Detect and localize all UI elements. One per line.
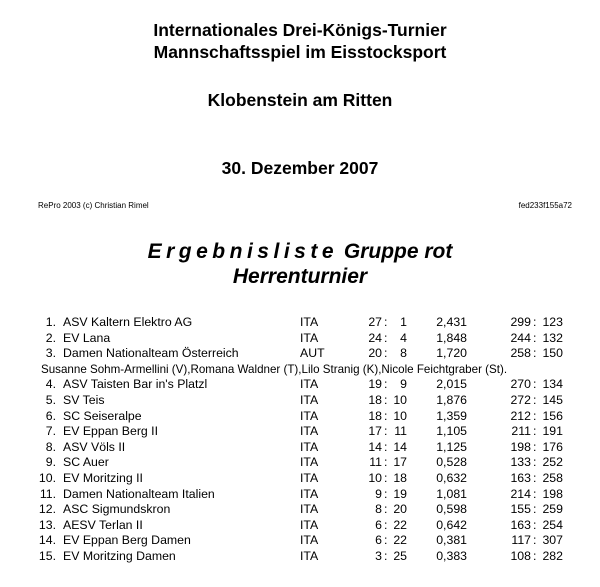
score-against: 123 xyxy=(542,315,563,329)
score-against: 176 xyxy=(542,439,563,454)
nation: ITA xyxy=(300,533,319,548)
rank: 3. xyxy=(45,346,56,361)
score-separator: : xyxy=(533,455,537,470)
points-lost: 20 xyxy=(393,502,407,517)
score-against: 259 xyxy=(542,502,563,517)
points-lost: 22 xyxy=(393,533,407,548)
score-for: 270 xyxy=(510,377,531,392)
points-separator: : xyxy=(384,517,388,532)
table-row xyxy=(0,315,600,331)
team-name: EV Eppan Berg II xyxy=(63,424,159,439)
quotient: 1,876 xyxy=(436,392,467,407)
score-separator: : xyxy=(533,424,537,439)
score-against: 132 xyxy=(542,330,563,345)
points-won: 24 xyxy=(368,330,382,345)
software-credit: RePro 2003 (c) Christian Rimel xyxy=(38,201,149,210)
nation: AUT xyxy=(300,346,325,361)
rank: 15. xyxy=(38,548,56,563)
table-row xyxy=(0,377,600,393)
quotient: 1,105 xyxy=(436,424,467,439)
points-lost: 25 xyxy=(393,548,407,563)
points-lost: 10 xyxy=(393,392,407,407)
rank: 6. xyxy=(45,408,56,423)
points-separator: : xyxy=(384,470,388,485)
score-for: 108 xyxy=(510,548,531,563)
score-separator: : xyxy=(533,408,537,423)
quotient: 1,081 xyxy=(436,486,467,501)
points-separator: : xyxy=(384,377,388,392)
score-for: 163 xyxy=(510,470,531,485)
nation: ITA xyxy=(300,439,319,454)
points-won: 17 xyxy=(368,424,382,439)
team-name: ASC Sigmundskron xyxy=(63,502,171,517)
quotient: 0,598 xyxy=(436,502,467,517)
team-name: Damen Nationalteam Italien xyxy=(63,486,215,501)
table-row xyxy=(0,409,600,425)
team-name: Damen Nationalteam Österreich xyxy=(63,346,239,361)
points-separator: : xyxy=(384,455,388,470)
points-separator: : xyxy=(384,502,388,517)
score-separator: : xyxy=(533,330,537,345)
table-row xyxy=(0,533,600,549)
table-row xyxy=(0,331,600,347)
rank: 9. xyxy=(45,455,56,470)
table-row xyxy=(0,346,600,362)
points-separator: : xyxy=(384,408,388,423)
nation: ITA xyxy=(300,408,319,423)
points-lost: 4 xyxy=(400,330,407,345)
points-won: 19 xyxy=(368,377,382,392)
points-won: 18 xyxy=(368,392,382,407)
score-for: 299 xyxy=(510,315,531,329)
score-separator: : xyxy=(533,502,537,517)
team-name: SV Teis xyxy=(63,392,105,407)
points-separator: : xyxy=(384,392,388,407)
points-separator: : xyxy=(384,533,388,548)
points-lost: 11 xyxy=(394,424,407,439)
nation: ITA xyxy=(300,517,319,532)
points-separator: : xyxy=(384,424,388,439)
score-separator: : xyxy=(533,377,537,392)
points-lost: 1 xyxy=(400,315,407,329)
rank: 5. xyxy=(45,392,56,407)
nation: ITA xyxy=(300,548,319,563)
score-separator: : xyxy=(533,533,537,548)
score-separator: : xyxy=(533,315,537,329)
points-won: 8 xyxy=(375,502,382,517)
score-for: 155 xyxy=(510,502,531,517)
points-won: 20 xyxy=(368,346,382,361)
table-row xyxy=(0,471,600,487)
points-won: 3 xyxy=(375,548,382,563)
team-name: ASV Völs II xyxy=(63,439,126,454)
points-lost: 19 xyxy=(393,486,407,501)
points-separator: : xyxy=(384,548,388,563)
score-for: 258 xyxy=(510,346,531,361)
quotient: 1,125 xyxy=(436,439,467,454)
nation: ITA xyxy=(300,424,319,439)
score-for: 272 xyxy=(510,392,531,407)
score-separator: : xyxy=(533,548,537,563)
quotient: 1,848 xyxy=(436,330,467,345)
team-name: EV Eppan Berg Damen xyxy=(63,533,191,548)
team-name: EV Lana xyxy=(63,330,111,345)
score-separator: : xyxy=(533,346,537,361)
rank: 2. xyxy=(45,330,56,345)
nation: ITA xyxy=(300,455,319,470)
rank: 14. xyxy=(38,533,56,548)
nation: ITA xyxy=(300,315,319,329)
score-against: 198 xyxy=(542,486,563,501)
nation: ITA xyxy=(300,486,319,501)
rank: 12. xyxy=(38,502,56,517)
location-heading: Klobenstein am Ritten xyxy=(207,90,393,110)
nation: ITA xyxy=(300,377,319,392)
points-lost: 18 xyxy=(393,470,407,485)
quotient: 0,381 xyxy=(436,533,467,548)
team-name: ASV Kaltern Elektro AG xyxy=(63,315,193,329)
nation: ITA xyxy=(300,392,319,407)
table-row xyxy=(0,487,600,503)
points-lost: 9 xyxy=(400,377,407,392)
score-separator: : xyxy=(533,470,537,485)
team-name: EV Moritzing Damen xyxy=(63,548,176,563)
title-line-2: Mannschaftsspiel im Eisstocksport xyxy=(153,42,447,62)
rank: 1. xyxy=(45,315,56,329)
quotient: 0,383 xyxy=(436,548,467,563)
quotient: 1,720 xyxy=(436,346,467,361)
points-won: 10 xyxy=(368,470,382,485)
team-name: SC Seiseralpe xyxy=(63,408,142,423)
results-group: Gruppe rot xyxy=(343,240,453,263)
table-row xyxy=(0,549,600,565)
points-separator: : xyxy=(384,330,388,345)
quotient: 0,642 xyxy=(436,517,467,532)
score-against: 145 xyxy=(542,392,563,407)
score-separator: : xyxy=(533,517,537,532)
table-row xyxy=(0,424,600,440)
score-against: 156 xyxy=(542,408,563,423)
points-lost: 17 xyxy=(393,455,407,470)
rank: 7. xyxy=(45,424,56,439)
points-won: 27 xyxy=(368,315,382,329)
points-won: 11 xyxy=(369,455,382,470)
rank: 11. xyxy=(39,486,56,501)
points-separator: : xyxy=(384,315,388,329)
score-separator: : xyxy=(533,392,537,407)
results-table xyxy=(0,315,600,565)
score-separator: : xyxy=(533,486,537,501)
team-name: EV Moritzing II xyxy=(63,470,143,485)
player-list: Susanne Sohm-Armellini (V),Romana Waldner (T),Lilo Stranig (K),Nicole Feichtgraber (St). xyxy=(41,362,508,376)
score-for: 198 xyxy=(510,439,531,454)
results-subtitle: Herrenturnier xyxy=(232,265,368,288)
results-title xyxy=(0,240,600,264)
points-separator: : xyxy=(384,346,388,361)
points-separator: : xyxy=(384,439,388,454)
score-for: 211 xyxy=(511,424,531,439)
score-for: 244 xyxy=(510,330,531,345)
rank: 13. xyxy=(38,517,56,532)
rank: 4. xyxy=(45,377,56,392)
title-line-1: Internationales Drei-Königs-Turnier xyxy=(153,20,447,40)
team-name: ASV Taisten Bar in's Platzl xyxy=(63,377,208,392)
score-for: 212 xyxy=(510,408,531,423)
rank: 8. xyxy=(45,439,56,454)
nation: ITA xyxy=(300,330,319,345)
quotient: 0,528 xyxy=(436,455,467,470)
quotient: 2,431 xyxy=(436,315,467,329)
score-against: 282 xyxy=(542,548,563,563)
rank: 10. xyxy=(38,470,56,485)
table-row xyxy=(0,502,600,518)
points-lost: 10 xyxy=(393,408,407,423)
score-against: 252 xyxy=(542,455,563,470)
player-list-row xyxy=(0,362,600,378)
table-row xyxy=(0,440,600,456)
team-name: AESV Terlan II xyxy=(63,517,143,532)
score-for: 133 xyxy=(510,455,531,470)
score-for: 214 xyxy=(510,486,531,501)
points-won: 18 xyxy=(368,408,382,423)
points-won: 9 xyxy=(375,486,382,501)
date-heading: 30. Dezember 2007 xyxy=(221,158,379,178)
table-row xyxy=(0,393,600,409)
score-against: 307 xyxy=(542,533,563,548)
document-id: fed233f155a72 xyxy=(518,201,572,210)
score-separator: : xyxy=(533,439,537,454)
points-won: 14 xyxy=(368,439,382,454)
quotient: 1,359 xyxy=(436,408,467,423)
quotient: 0,632 xyxy=(436,470,467,485)
score-against: 134 xyxy=(542,377,563,392)
points-lost: 8 xyxy=(400,346,407,361)
nation: ITA xyxy=(300,470,319,485)
points-won: 6 xyxy=(375,533,382,548)
points-won: 6 xyxy=(375,517,382,532)
results-title-word: Ergebnisliste xyxy=(147,240,339,263)
team-name: SC Auer xyxy=(63,455,109,470)
score-for: 163 xyxy=(510,517,531,532)
score-for: 117 xyxy=(511,533,531,548)
score-against: 191 xyxy=(542,424,563,439)
score-against: 258 xyxy=(542,470,563,485)
points-separator: : xyxy=(384,486,388,501)
table-row xyxy=(0,518,600,534)
score-against: 150 xyxy=(542,346,563,361)
quotient: 2,015 xyxy=(436,377,467,392)
nation: ITA xyxy=(300,502,319,517)
table-row xyxy=(0,455,600,471)
score-against: 254 xyxy=(542,517,563,532)
points-lost: 14 xyxy=(393,439,407,454)
points-lost: 22 xyxy=(393,517,407,532)
